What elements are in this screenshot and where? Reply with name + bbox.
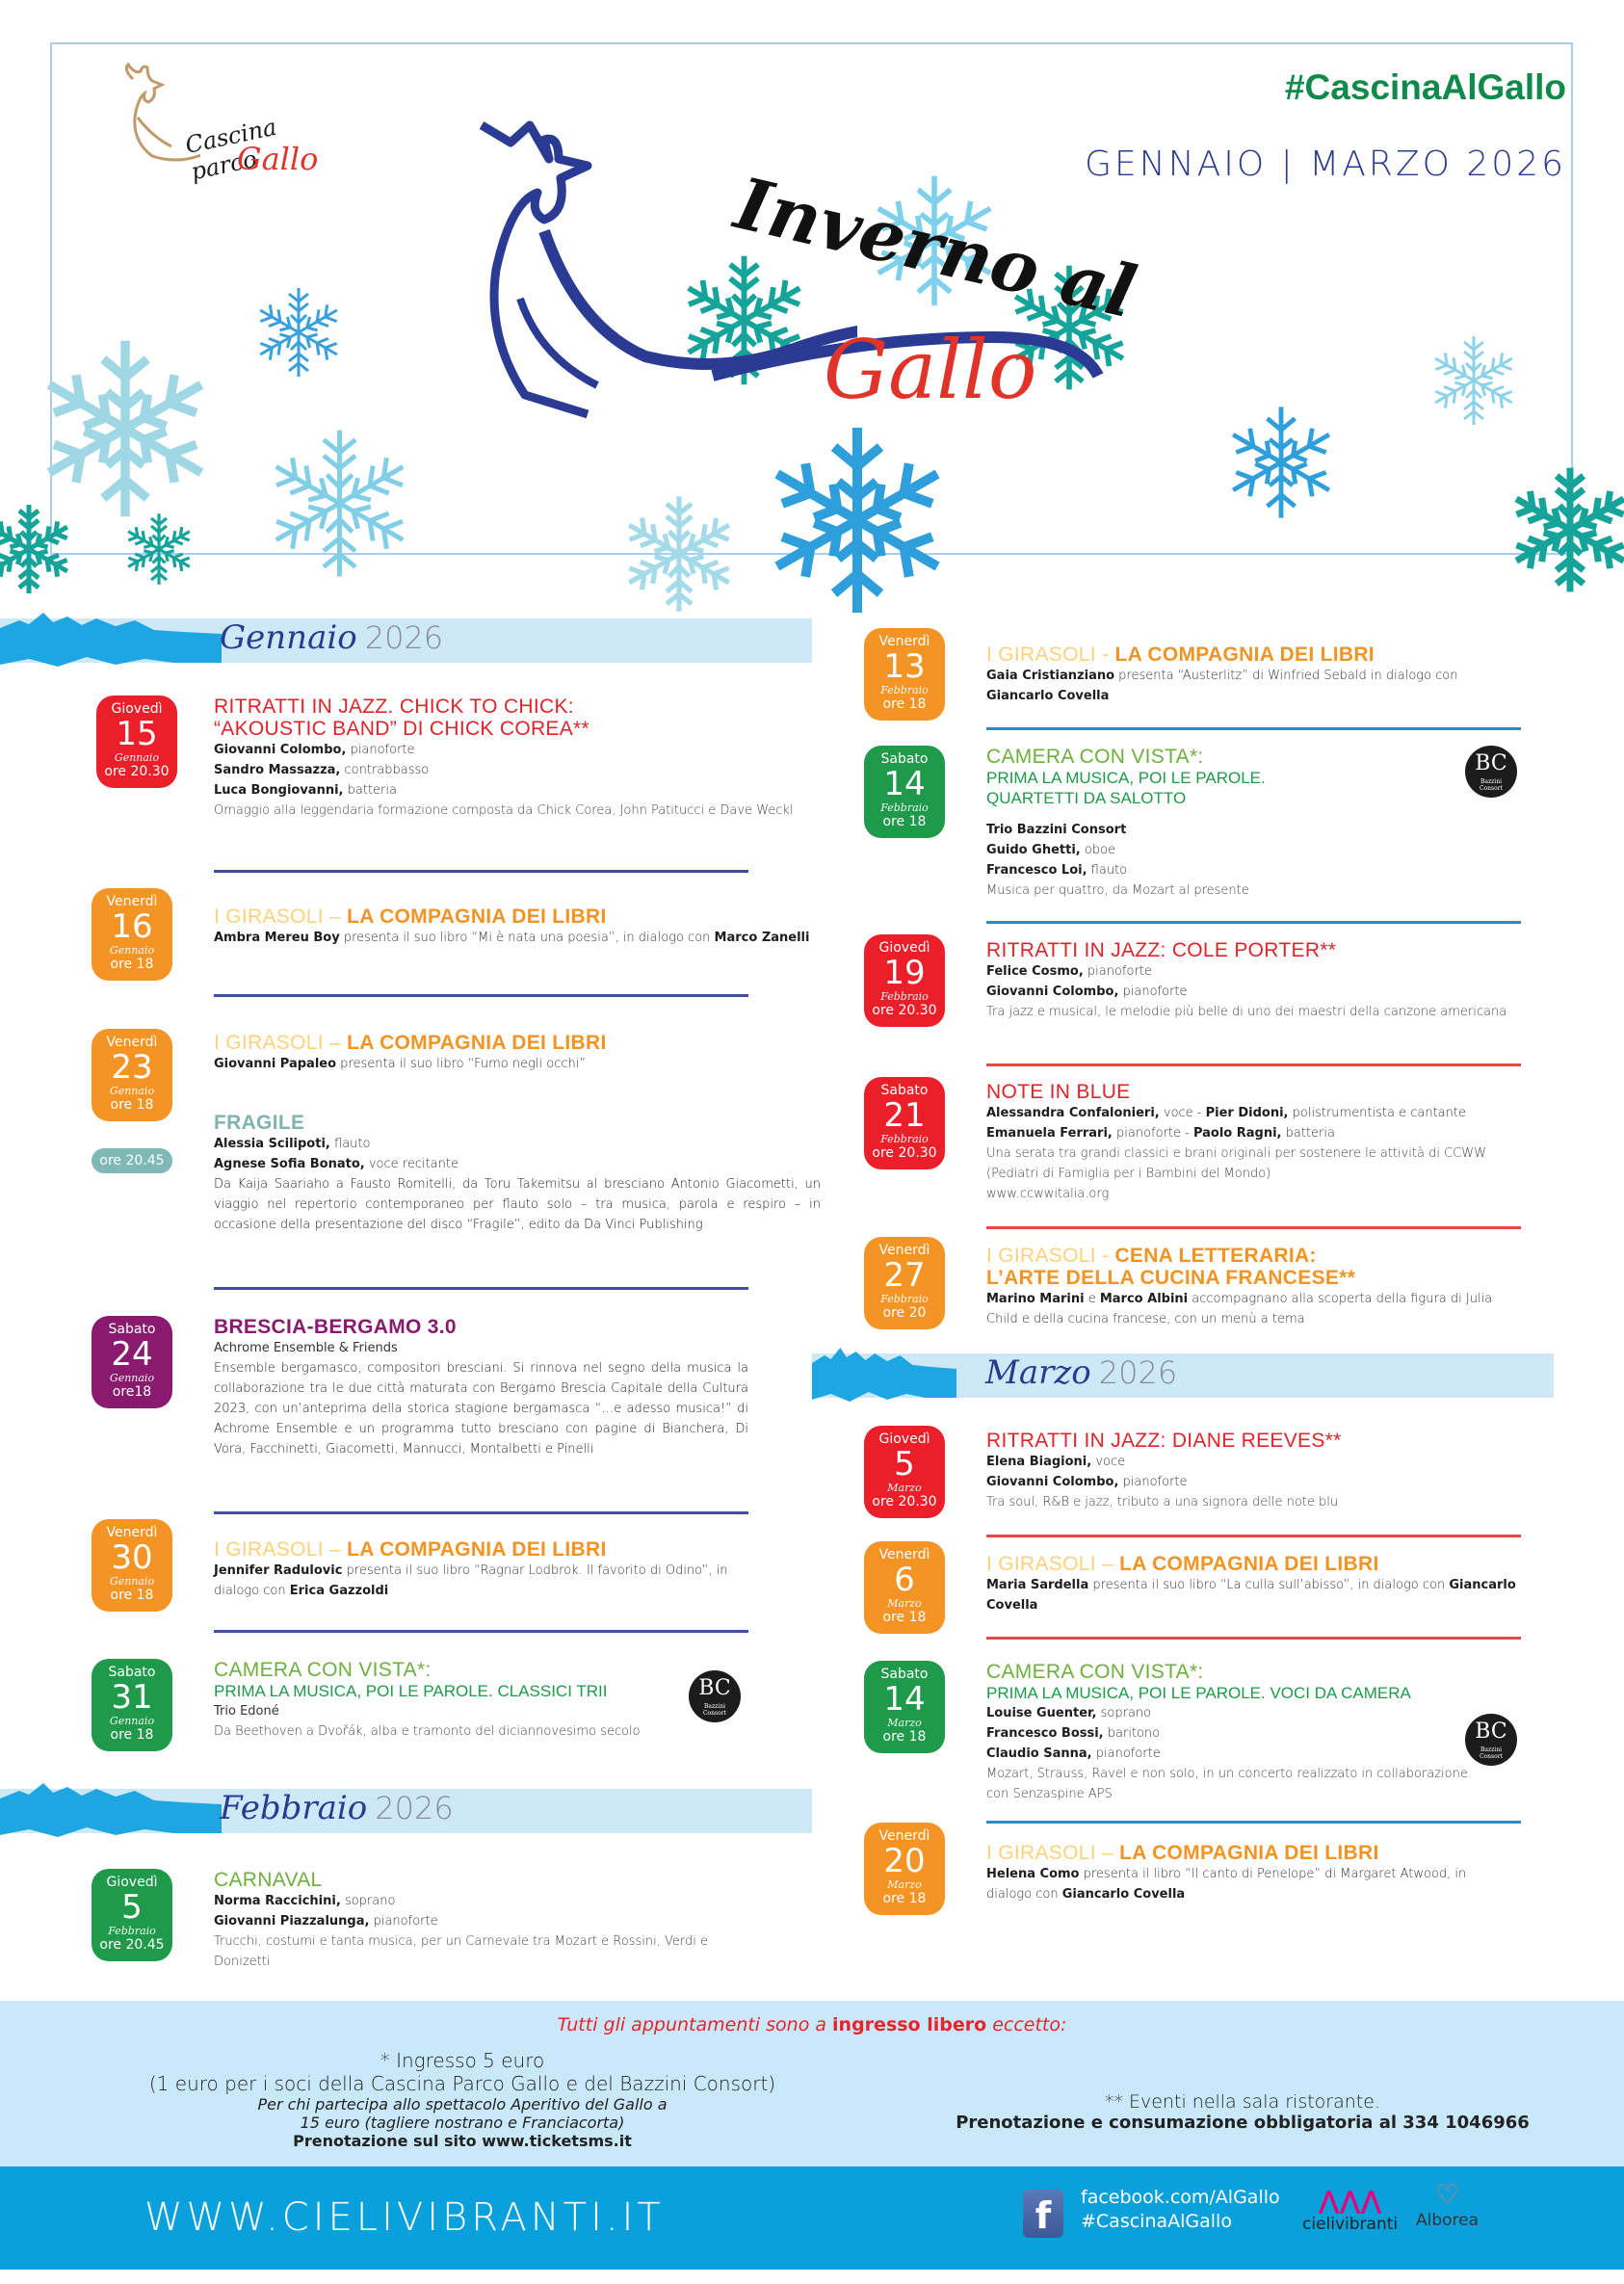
info-lead: Tutti gli appuntamenti sono a ingresso libero eccetto: (557, 2014, 1067, 2035)
event-title: NOTE IN BLUE (986, 1081, 1131, 1103)
performer: Louise Guenter, soprano (986, 1706, 1152, 1720)
snowflake-icon (1503, 453, 1624, 607)
hashtag: #CascinaAlGallo (1284, 67, 1566, 107)
cielivibranti-mark-icon: ⋀⋀⋀ (1318, 2187, 1382, 2216)
hero-title-line1: Inverno al (727, 162, 1143, 335)
cielivibranti-logo: ⋀⋀⋀ cielivibranti (1302, 2187, 1399, 2234)
heart-icon: ♡ (1434, 2179, 1460, 2211)
date-badge: Sabato 14 Marzo ore 18 (864, 1661, 945, 1753)
date-badge: Giovedì 19 Febbraio ore 20.30 (864, 934, 945, 1027)
performer: Giovanni Colombo, pianoforte (986, 1475, 1188, 1489)
performer: Francesco Bossi, baritono (986, 1726, 1161, 1741)
event-title: CAMERA CON VISTA*: (986, 1661, 1204, 1683)
event-description: Trucchi, costumi e tanta musica, per un Carnevale tra Mozart e Rossini, Verdi e Donizetti (214, 1934, 708, 1969)
ensemble: Trio Bazzini Consort (986, 823, 1127, 837)
social-links (1081, 2186, 1280, 2234)
info-left: * Ingresso 5 euro (1 euro per i soci della Cascina Parco Gallo e del Bazzini Consort) Per chi partecipa allo spettacolo Aperitivo del Gallo a 15 euro (tagliere nostrano e Franciacorta) Prenotazione sul sito www.ticketsms.it (148, 2049, 776, 2150)
performer: Elena Biagioni, voce (986, 1455, 1126, 1469)
date-badge: Venerdì 13 Febbraio ore 18 (864, 628, 945, 721)
footer-hashtag: #CascinaAlGallo (1081, 2211, 1232, 2232)
event-description: Da Beethoven a Dvořák, alba e tramonto del diciannovesimo secolo (214, 1724, 641, 1739)
logo-line1: Cascina parco (182, 113, 279, 186)
performer: Alessia Scilipoti, flauto (214, 1137, 371, 1151)
month-name: Gennaio 2026 (220, 618, 444, 657)
time-badge: ore 20.45 (92, 1148, 172, 1173)
hero-title-line2: Gallo (824, 323, 1037, 417)
facebook-icon[interactable]: f (1023, 2190, 1063, 2238)
event-title: CAMERA CON VISTA*: (986, 746, 1204, 768)
date-badge: Sabato 31 Gennaio ore 18 (92, 1659, 172, 1751)
performer: Emanuela Ferrari, pianoforte - Paolo Ragni, batteria (986, 1126, 1335, 1141)
separator (986, 1226, 1521, 1229)
performer: Giovanni Piazzalunga, pianoforte (214, 1914, 438, 1929)
brush-stroke-icon (0, 1781, 222, 1841)
separator (214, 1630, 748, 1633)
date-badge: Sabato 24 Gennaio ore18 (92, 1316, 172, 1408)
snowflake-icon (0, 501, 77, 597)
performer: Giovanni Colombo, pianoforte (214, 743, 415, 757)
bazzini-consort-logo: BC Bazzini Consort (689, 1670, 741, 1722)
event-description: Maria Sardella presenta il suo libro “La culla sull’abisso”, in dialogo con Giancarlo Covella (986, 1578, 1516, 1613)
event-description: Una serata tra grandi classici e brani originali per sostenere le attività di CCWW (Pediatri di Famiglia per i Bambini del Mondo) (986, 1146, 1486, 1181)
date-badge: Venerdì 6 Marzo ore 18 (864, 1541, 945, 1634)
separator (986, 1535, 1521, 1537)
date-badge: Giovedì 5 Marzo ore 20.30 (864, 1426, 945, 1518)
rooster-logo-icon (94, 60, 200, 166)
separator (986, 1821, 1521, 1824)
ensemble: Achrome Ensemble & Friends (214, 1341, 398, 1355)
ensemble: Trio Edoné (214, 1704, 279, 1719)
snowflake-icon (761, 424, 954, 617)
month-banner-febbraio (0, 1789, 812, 1833)
snowflake-icon (120, 511, 197, 588)
event-description: Ambra Mereu Boy presenta il suo libro “Mi è nata una poesia”, in dialogo con Marco Zanelli (214, 931, 810, 945)
performer: Agnese Sofia Bonato, voce recitante (214, 1157, 458, 1171)
logo-line2: Gallo (237, 141, 319, 177)
date-badge: Venerdì 27 Febbraio ore 20 (864, 1237, 945, 1329)
month-name: Marzo 2026 (985, 1353, 1178, 1392)
snowflake-icon (260, 424, 419, 583)
separator (214, 870, 748, 873)
date-badge: Sabato 14 Febbraio ore 18 (864, 746, 945, 838)
performer: Luca Bongiovanni, batteria (214, 783, 397, 798)
event-description: Helena Como presenta il libro “Il canto di Penelope” di Margaret Atwood, in dialogo con Giancarlo Covella (986, 1867, 1467, 1902)
footer-bar (0, 2166, 1624, 2270)
performer: Felice Cosmo, pianoforte (986, 964, 1152, 979)
snowflake-icon (250, 284, 347, 381)
event-title: I GIRASOLI - CENA LETTERARIA: (986, 1245, 1317, 1267)
event-title: CARNAVAL (214, 1869, 323, 1891)
event-description: Giovanni Papaleo presenta il suo libro “Fumo negli occhi” (214, 1057, 587, 1071)
performer: Norma Raccichini, soprano (214, 1894, 396, 1908)
event-description: Omaggio alla leggendaria formazione composta da Chick Corea, John Patitucci e Dave Weckl (214, 803, 794, 818)
month-banner-gennaio (0, 618, 812, 663)
event-title: FRAGILE (214, 1112, 305, 1134)
separator (214, 1287, 748, 1290)
separator (214, 1511, 748, 1514)
period-title: GENNAIO | MARZO 2026 (1085, 144, 1566, 184)
performer: Guido Ghetti, oboe (986, 843, 1116, 857)
hero-title (453, 106, 1185, 433)
event-title: I GIRASOLI - LA COMPAGNIA DEI LIBRI (986, 643, 1375, 666)
separator (986, 727, 1521, 730)
date-badge: Venerdì 23 Gennaio ore 18 (92, 1029, 172, 1121)
info-right: ** Eventi nella sala ristorante. Prenotazione e consumazione obbligatoria al 334 1046966 (956, 2091, 1530, 2133)
event-subtitle-line2: QUARTETTI DA SALOTTO (986, 789, 1187, 807)
event-title: I GIRASOLI – LA COMPAGNIA DEI LIBRI (214, 1032, 607, 1054)
event-title: I GIRASOLI – LA COMPAGNIA DEI LIBRI (986, 1553, 1379, 1575)
event-title-line2: L’ARTE DELLA CUCINA FRANCESE** (986, 1267, 1356, 1289)
event-title: RITRATTI IN JAZZ: COLE PORTER** (986, 939, 1337, 961)
date-badge: Venerdì 16 Gennaio ore 18 (92, 888, 172, 981)
event-title: I GIRASOLI – LA COMPAGNIA DEI LIBRI (986, 1842, 1379, 1864)
event-description: Musica per quattro, da Mozart al presente (986, 883, 1249, 898)
month-name: Febbraio 2026 (220, 1789, 454, 1827)
brush-stroke-icon (812, 1346, 956, 1405)
separator (986, 921, 1521, 924)
event-title: RITRATTI IN JAZZ: DIANE REEVES** (986, 1430, 1342, 1452)
performer: Francesco Loi, flauto (986, 863, 1128, 878)
month-banner-marzo (812, 1353, 1554, 1398)
date-badge: Giovedì 5 Febbraio ore 20.45 (92, 1869, 172, 1961)
event-link[interactable]: www.ccwwitalia.org (986, 1187, 1110, 1201)
event-title-line2: “AKOUSTIC BAND” DI CHICK COREA** (214, 718, 589, 740)
alborea-logo: ♡ Alborea (1416, 2179, 1480, 2230)
snowflake-icon (616, 491, 742, 617)
date-badge: Venerdì 30 Gennaio ore 18 (92, 1519, 172, 1612)
event-title: RITRATTI IN JAZZ. CHICK TO CHICK: (214, 696, 574, 718)
info-box (0, 2001, 1624, 2166)
separator (986, 1637, 1521, 1640)
event-description: Mozart, Strauss, Ravel e non solo, in un concerto realizzato in collaborazione con Senzaspine APS (986, 1767, 1468, 1801)
event-description: Tra soul, R&B e jazz, tributo a una signora delle note blu (986, 1495, 1339, 1510)
event-description: Ensemble bergamasco, compositori bresciani. Si rinnova nel segno della musica la collaborazione tra le due città maturata con Bergamo Brescia Capitale della Cultura 2023, con un’anteprima della storica stagione bergamasca “…e adesso musica!” di Achrome Ensemble e un programma tutto bresciano con pagine di Bianchera, Di Vora, Facchinetti, Giacometti, Mannucci, Montalbetti e Pinelli (214, 1361, 748, 1457)
bazzini-consort-logo: BC Bazzini Consort (1465, 1714, 1517, 1766)
event-subtitle: PRIMA LA MUSICA, POI LE PAROLE. (986, 769, 1266, 787)
website-link[interactable]: WWW.CIELIVIBRANTI.IT (144, 2195, 665, 2240)
event-subtitle: PRIMA LA MUSICA, POI LE PAROLE. CLASSICI TRII (214, 1682, 608, 1700)
snowflake-icon (34, 337, 217, 520)
bazzini-consort-logo: BC Bazzini Consort (1465, 746, 1517, 798)
date-badge: Sabato 21 Febbraio ore 20.30 (864, 1077, 945, 1169)
event-description: Da Kaija Saariaho a Fausto Romitelli, da Toru Takemitsu al bresciano Antonio Giacometti, un viaggio nel repertorio contemporaneo per flauto solo – tra musica, parola e respiro – in occasione della presentazione del disco “Fragile”, edito da Da Vinci Publishing (214, 1177, 821, 1232)
event-title: CAMERA CON VISTA*: (214, 1659, 432, 1681)
event-description: Jennifer Radulovic presenta il suo libro “Ragnar Lodbrok. Il favorito di Odino”, in dialogo con Erica Gazzoldi (214, 1563, 728, 1598)
event-subtitle: PRIMA LA MUSICA, POI LE PAROLE. VOCI DA CAMERA (986, 1684, 1411, 1702)
performer: Claudio Sanna, pianoforte (986, 1746, 1161, 1761)
separator (986, 1063, 1521, 1066)
performer: Sandro Massazza, contrabbasso (214, 763, 430, 777)
performer: Giovanni Colombo, pianoforte (986, 984, 1188, 999)
event-title: I GIRASOLI – LA COMPAGNIA DEI LIBRI (214, 1538, 607, 1561)
facebook-link[interactable]: facebook.com/AlGallo (1081, 2187, 1280, 2208)
snowflake-icon (1223, 405, 1339, 520)
event-description: Marino Marini e Marco Albini accompagnano alla scoperta della figura di Julia Child e della cucina francese, con un menù a tema (986, 1292, 1493, 1326)
date-badge: Venerdì 20 Marzo ore 18 (864, 1823, 945, 1915)
event-title: BRESCIA-BERGAMO 3.0 (214, 1316, 457, 1338)
event-description: Gaia Cristianziano presenta “Austerlitz” di Winfried Sebald in dialogo con Giancarlo Covella (986, 669, 1458, 703)
separator (214, 994, 748, 997)
cascina-logo (94, 60, 345, 186)
event-description: Tra jazz e musical, le melodie più belle di uno dei maestri della canzone americana (986, 1005, 1507, 1019)
snowflake-icon (1426, 332, 1522, 429)
date-badge: Giovedì 15 Gennaio ore 20.30 (96, 696, 177, 788)
event-title: I GIRASOLI – LA COMPAGNIA DEI LIBRI (214, 906, 607, 928)
performer: Alessandra Confalonieri, voce - Pier Didoni, polistrumentista e cantante (986, 1106, 1466, 1120)
brush-stroke-icon (0, 611, 222, 670)
